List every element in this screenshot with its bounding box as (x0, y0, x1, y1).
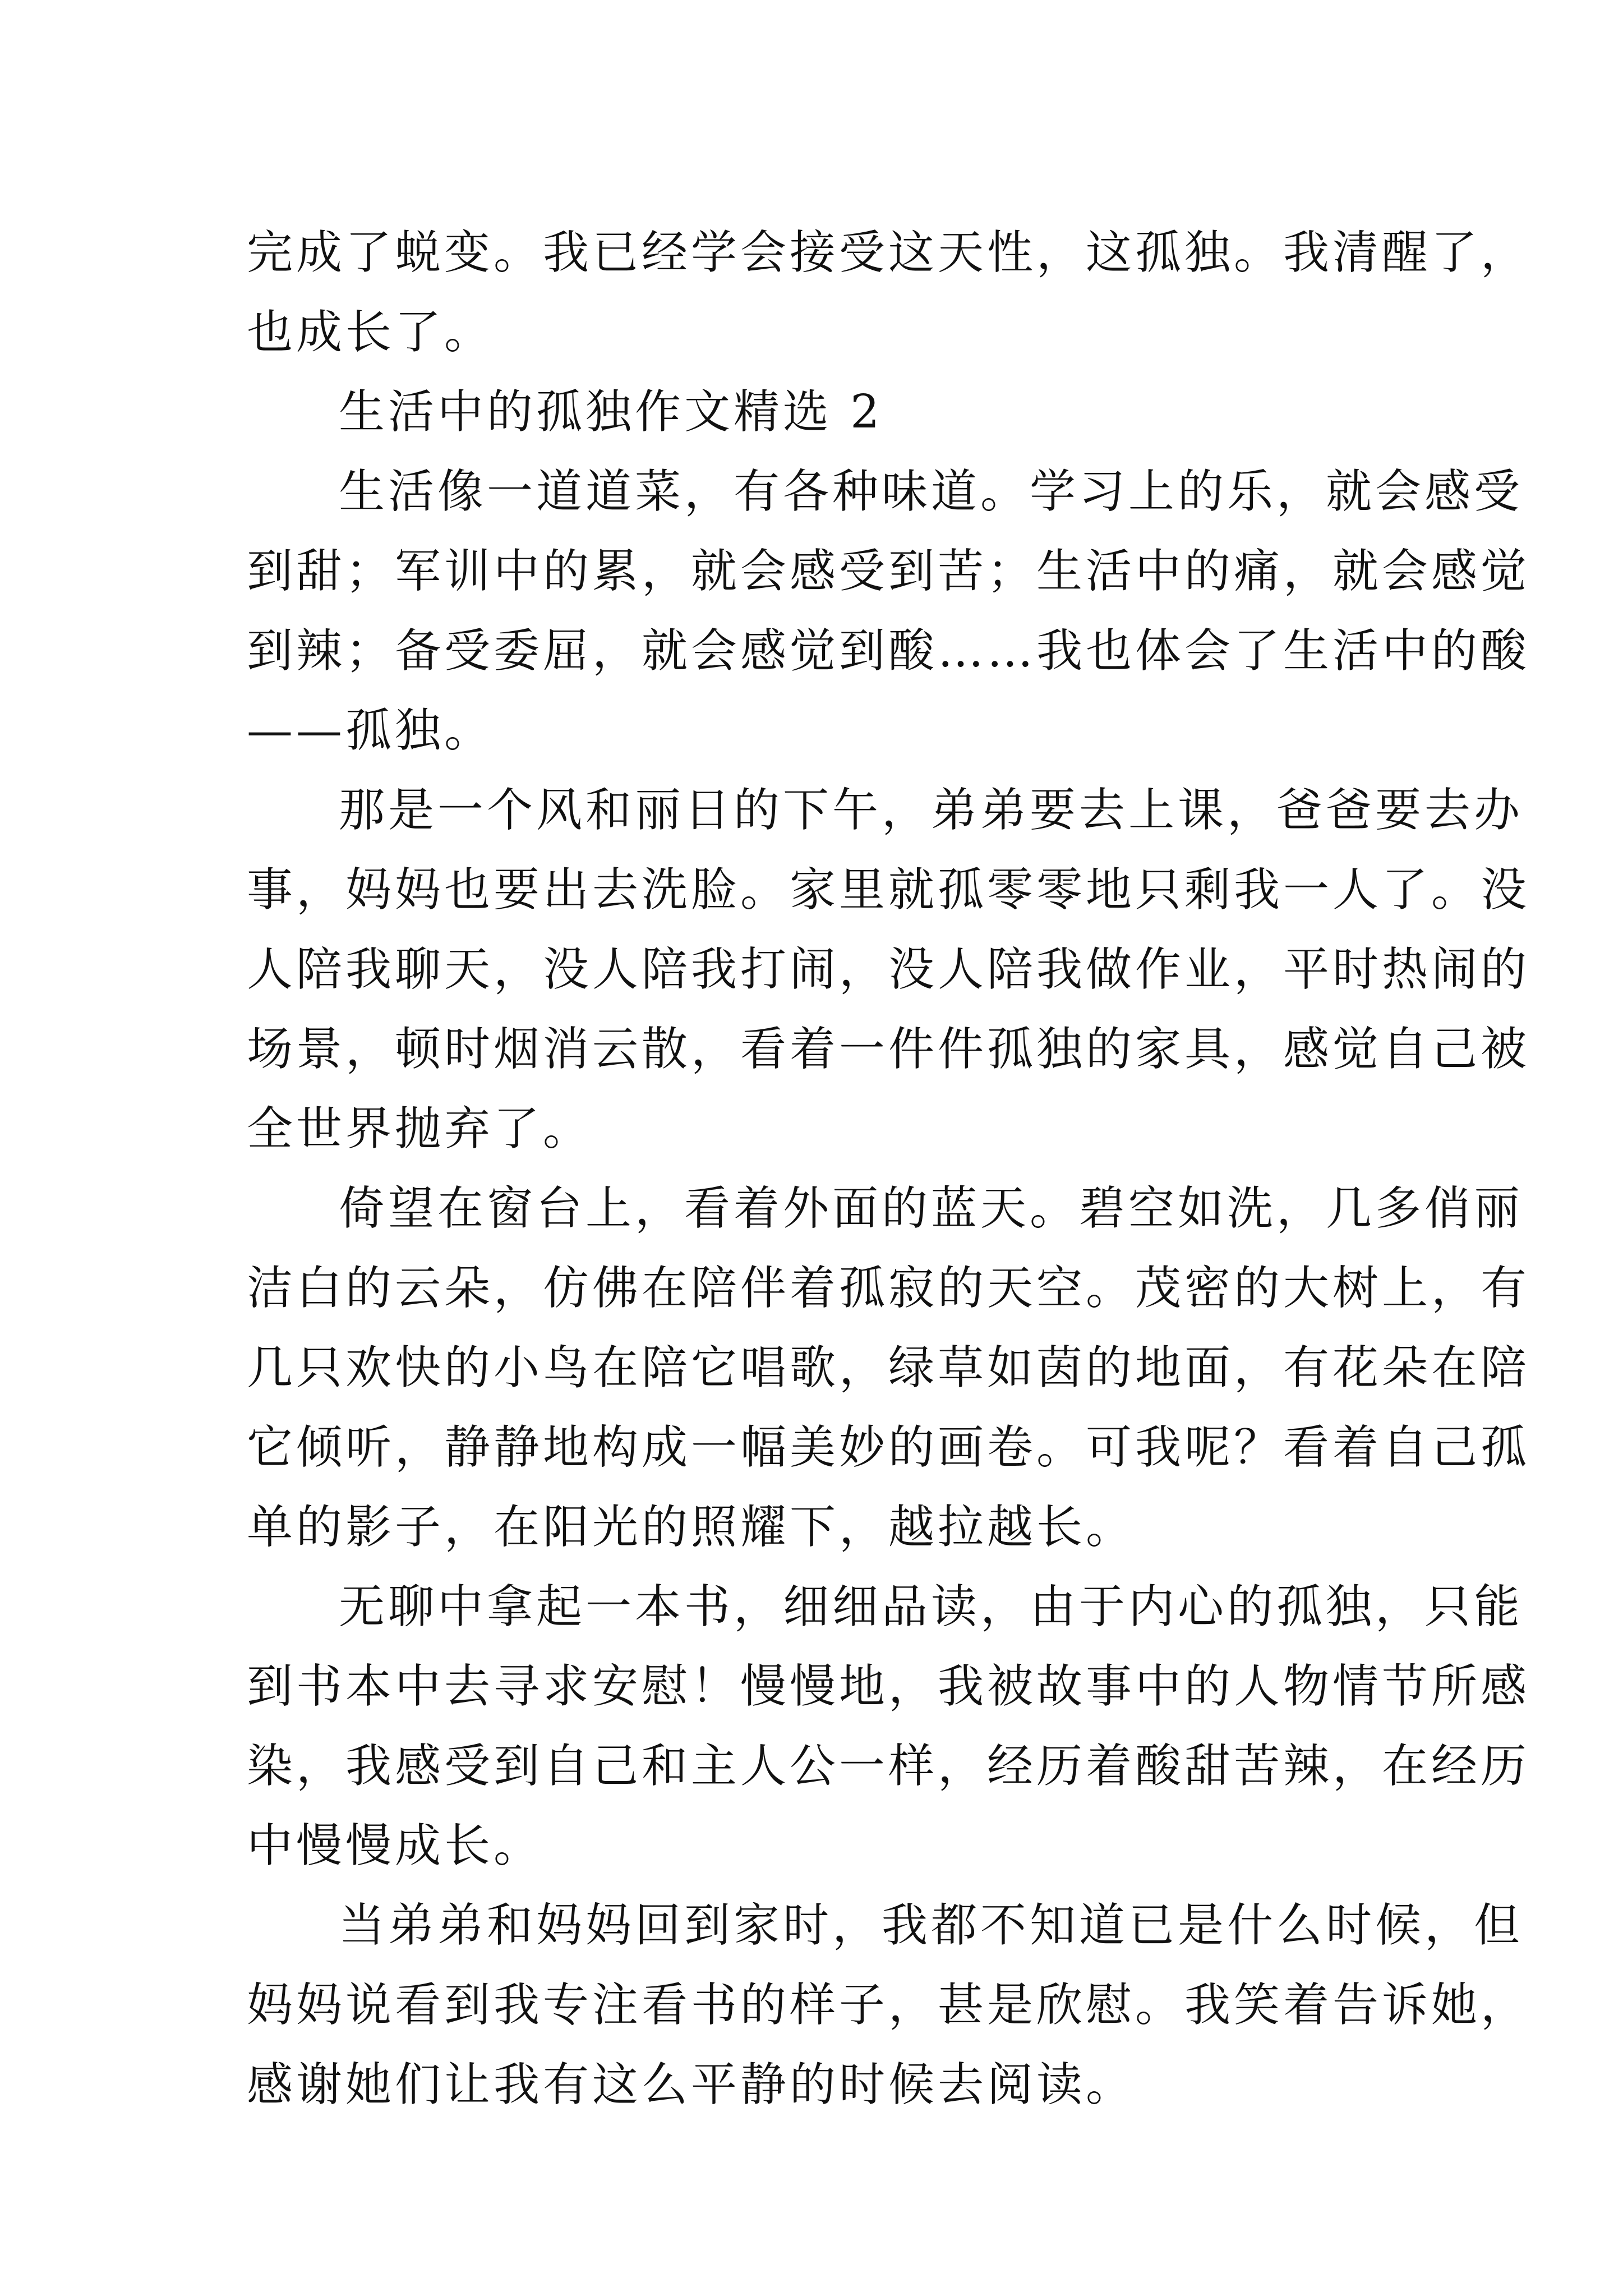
text-line: 倚望在窗台上，看着外面的蓝天。碧空如洗，几多俏丽 (339, 1182, 1524, 1235)
text-line: 到甜；军训中的累，就会感受到苦；生活中的痛，就会感觉 (247, 545, 1530, 598)
text-line: 到书本中去寻求安慰！慢慢地，我被故事中的人物情节所感 (247, 1660, 1530, 1713)
text-line: 几只欢快的小鸟在陪它唱歌，绿草如茵的地面，有花朵在陪 (247, 1341, 1530, 1395)
text-line: 染，我感受到自己和主人公一样，经历着酸甜苦辣，在经历 (247, 1740, 1530, 1793)
text-line: 生活像一道道菜，有各种味道。学习上的乐，就会感受 (339, 465, 1524, 518)
text-line: 当弟弟和妈妈回到家时，我都不知道已是什么时候，但 (339, 1899, 1524, 1952)
text-line: 场景，顿时烟消云散，看着一件件孤独的家具，感觉自己被 (247, 1023, 1530, 1076)
document-body (247, 213, 1530, 2125)
text-line: ——孤独。 (247, 704, 494, 757)
text-line: 它倾听，静静地构成一幅美妙的画卷。可我呢？看着自己孤 (247, 1421, 1530, 1474)
text-line: 完成了蜕变。我已经学会接受这天性，这孤独。我清醒了， (247, 226, 1530, 279)
text-line: 感谢她们让我有这么平静的时候去阅读。 (247, 2058, 1136, 2111)
text-line: 事，妈妈也要出去洗脸。家里就孤零零地只剩我一人了。没 (247, 863, 1530, 917)
text-line: 单的影子，在阳光的照耀下，越拉越长。 (247, 1501, 1136, 1554)
text-line: 洁白的云朵，仿佛在陪伴着孤寂的天空。茂密的大树上，有 (247, 1262, 1530, 1315)
text-line: 那是一个风和丽日的下午，弟弟要去上课，爸爸要去办 (339, 784, 1524, 837)
text-line: 生活中的孤独作文精选 2 (339, 385, 883, 439)
text-line: 全世界抛弃了。 (247, 1102, 593, 1156)
text-line: 人陪我聊天，没人陪我打闹，没人陪我做作业，平时热闹的 (247, 943, 1530, 996)
text-line: 无聊中拿起一本书，细细品读，由于内心的孤独，只能 (339, 1580, 1524, 1634)
text-line: 也成长了。 (247, 306, 494, 359)
text-line: 中慢慢成长。 (247, 1819, 543, 1872)
text-line: 妈妈说看到我专注看书的样子，甚是欣慰。我笑着告诉她， (247, 1978, 1530, 2032)
text-line: 到辣；备受委屈，就会感觉到酸……我也体会了生活中的酸 (247, 624, 1530, 678)
